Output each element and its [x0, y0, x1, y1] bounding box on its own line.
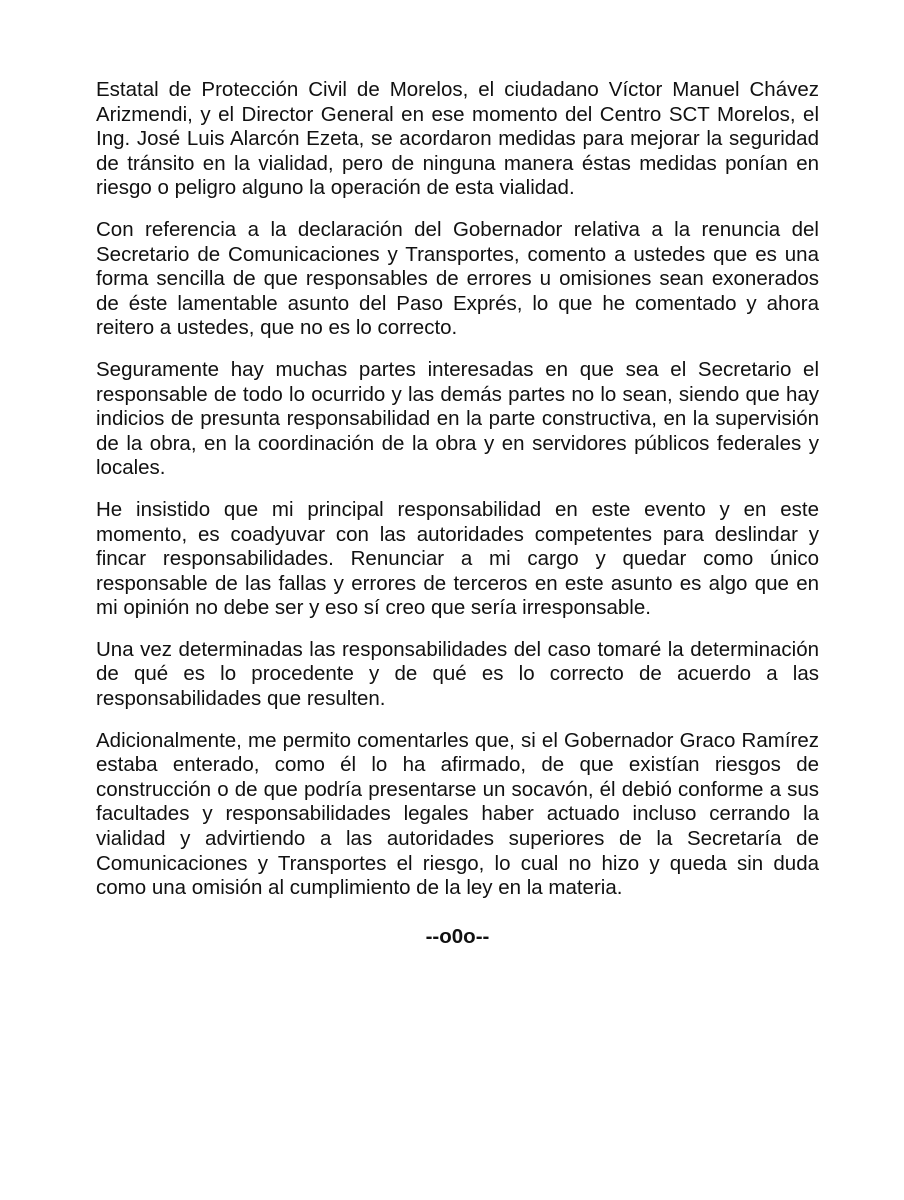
paragraph-2: Con referencia a la declaración del Gobernador relativa a la renuncia del Secretario de Comunicaciones y Transportes, comento a ustedes que es una forma sencilla de que responsables de errores u omisiones sean exonerados de éste lamentable asunto del Paso Exprés, lo que he comentado y ahora reitero a ustedes, que no es lo correcto.: [96, 217, 819, 340]
paragraph-3: Seguramente hay muchas partes interesadas en que sea el Secretario el responsable de todo lo ocurrido y las demás partes no lo sean, siendo que hay indicios de presunta responsabilidad en la parte constructiva, en la supervisión de la obra, en la coordinación de la obra y en servidores públicos federales y locales.: [96, 357, 819, 480]
closing-mark: --o0o--: [425, 924, 490, 948]
paragraph-6: Adicionalmente, me permito comentarles que, si el Gobernador Graco Ramírez estaba enterado, como él lo ha afirmado, de que existían riesgos de construcción o de que podría presentarse un socavón, él debió conforme a sus facultades y responsabilidades legales haber actuado incluso cerrando la vialidad y advirtiendo a las autoridades superiores de la Secretaría de Comunicaciones y Transportes el riesgo, lo cual no hizo y queda sin duda como una omisión al cumplimiento de la ley en la materia.: [96, 728, 819, 900]
paragraph-4: He insistido que mi principal responsabilidad en este evento y en este momento, es coadyuvar con las autoridades competentes para deslindar y fincar responsabilidades. Renunciar a mi cargo y quedar como único responsable de las fallas y errores de terceros en este asunto es algo que en mi opinión no debe ser y eso sí creo que sería irresponsable.: [96, 497, 819, 620]
paragraph-1: Estatal de Protección Civil de Morelos, el ciudadano Víctor Manuel Chávez Arizmendi, y el Director General en ese momento del Centro SCT Morelos, el Ing. José Luis Alarcón Ezeta, se acordaron medidas para mejorar la seguridad de tránsito en la vialidad, pero de ninguna manera éstas medidas ponían en riesgo o peligro alguno la operación de esta vialidad.: [96, 78, 819, 200]
document-page: [96, 78, 819, 949]
paragraph-5: Una vez determinadas las responsabilidades del caso tomaré la determinación de qué es lo procedente y de qué es lo correcto de acuerdo a las responsabilidades que resulten.: [96, 637, 819, 711]
